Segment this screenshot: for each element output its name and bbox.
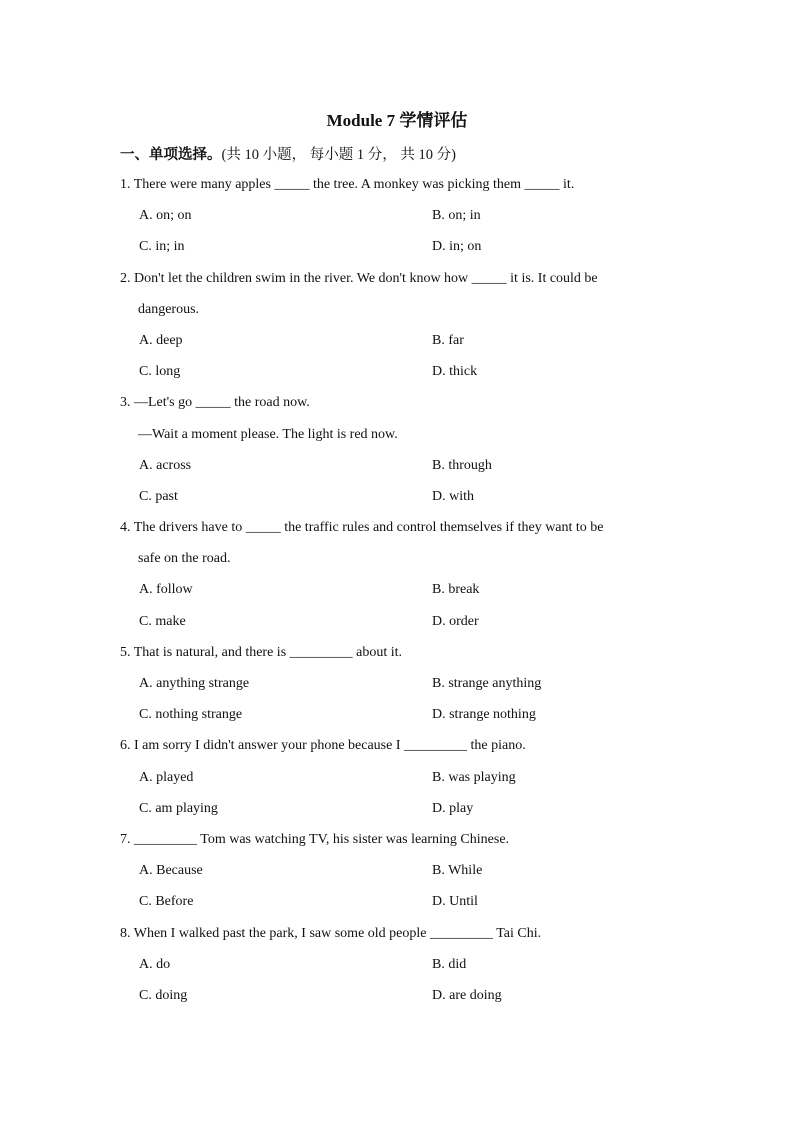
question-stem: 1. There were many apples _____ the tree. A monkey was picking them _____ it.: [120, 177, 575, 192]
option-row: [120, 606, 680, 637]
option-row: [120, 980, 680, 1011]
option-row: [120, 450, 680, 481]
answer-option[interactable]: C. Before: [139, 894, 194, 910]
answer-option[interactable]: C. nothing strange: [139, 707, 243, 723]
answer-option[interactable]: A. follow: [139, 582, 193, 598]
question-stem-continued: —Wait a moment please. The light is red now.: [138, 426, 398, 442]
question-4: [120, 512, 680, 637]
page-title: Module 7 学情评估: [326, 111, 468, 130]
answer-option[interactable]: B. far: [432, 332, 464, 348]
answer-option[interactable]: A. Because: [139, 863, 203, 879]
answer-option[interactable]: D. are doing: [432, 987, 502, 1003]
question-3: [120, 387, 680, 512]
question-1: [120, 169, 680, 263]
option-row: [120, 762, 680, 793]
option-row: [120, 949, 680, 980]
option-row: [120, 481, 680, 512]
question-stem: 7. _________ Tom was watching TV, his sister was learning Chinese.: [120, 831, 510, 847]
question-stem-continued: safe on the road.: [138, 551, 231, 567]
question-list: [120, 169, 680, 1011]
question-5: [120, 637, 680, 731]
answer-option[interactable]: D. thick: [432, 364, 478, 380]
answer-option[interactable]: D. play: [432, 800, 474, 816]
answer-option[interactable]: A. across: [139, 457, 192, 473]
answer-option[interactable]: C. long: [139, 364, 181, 380]
question-7: [120, 824, 680, 918]
question-stem-continued: dangerous.: [138, 301, 200, 317]
option-row: [120, 325, 680, 356]
question-stem: 3. —Let's go _____ the road now.: [120, 395, 310, 411]
answer-option[interactable]: D. Until: [432, 894, 478, 910]
answer-option[interactable]: B. While: [432, 863, 483, 879]
option-row: [120, 886, 680, 917]
answer-option[interactable]: C. doing: [139, 987, 188, 1003]
answer-option[interactable]: B. break: [432, 582, 480, 598]
answer-option[interactable]: C. past: [139, 488, 178, 504]
option-row: [120, 668, 680, 699]
answer-option[interactable]: B. on; in: [432, 208, 481, 224]
option-row: [120, 699, 680, 730]
answer-option[interactable]: A. anything strange: [139, 676, 250, 691]
answer-option[interactable]: A. do: [139, 956, 171, 972]
answer-option[interactable]: D. in; on: [432, 239, 482, 255]
answer-option[interactable]: B. through: [432, 457, 492, 473]
option-row: [120, 356, 680, 387]
question-stem: 4. The drivers have to _____ the traffic rules and control themselves if they want to be: [120, 520, 604, 536]
section-heading-text: 一、单项选择。: [120, 147, 222, 163]
question-stem: 8. When I walked past the park, I saw some old people _________ Tai Chi.: [120, 925, 542, 941]
question-stem: 2. Don't let the children swim in the river. We don't know how _____ it is. It could be: [120, 270, 598, 286]
question-stem: 6. I am sorry I didn't answer your phone because I _________ the piano.: [120, 738, 526, 754]
option-row: [120, 200, 680, 231]
option-row: [120, 574, 680, 605]
question-2: [120, 263, 680, 388]
question-stem: 5. That is natural, and there is _________ about it.: [120, 644, 403, 660]
answer-option[interactable]: B. was playing: [432, 769, 516, 785]
question-6: [120, 730, 680, 824]
answer-option[interactable]: C. in; in: [139, 239, 185, 255]
option-row: [120, 793, 680, 824]
answer-option[interactable]: D. strange nothing: [432, 707, 536, 723]
section-note: (共 10 小题， 每小题 1 分， 共 10 分): [221, 147, 456, 163]
answer-option[interactable]: C. make: [139, 613, 186, 629]
answer-option[interactable]: D. order: [432, 613, 479, 629]
section-heading: [120, 143, 456, 164]
answer-option[interactable]: A. played: [139, 769, 194, 785]
answer-option[interactable]: C. am playing: [139, 800, 218, 816]
answer-option[interactable]: D. with: [432, 488, 474, 504]
answer-option[interactable]: B. did: [432, 956, 467, 972]
answer-option[interactable]: B. strange anything: [432, 676, 542, 691]
answer-option[interactable]: A. deep: [139, 332, 183, 348]
option-row: [120, 231, 680, 262]
question-8: [120, 918, 680, 1012]
option-row: [120, 855, 680, 886]
answer-option[interactable]: A. on; on: [139, 208, 192, 224]
